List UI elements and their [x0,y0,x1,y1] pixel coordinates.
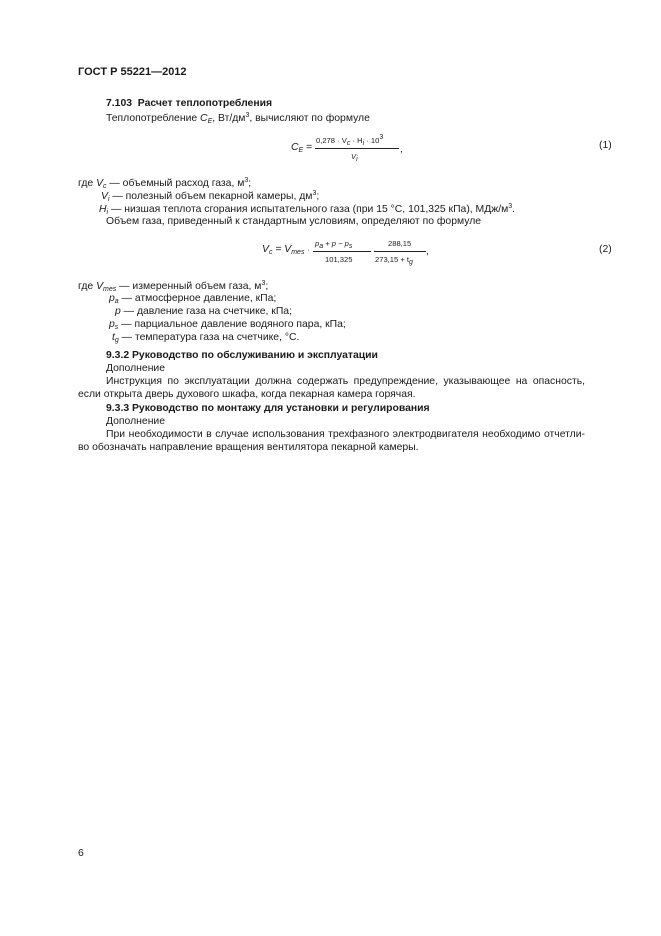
superscript: 3 [379,134,384,141]
superscript: 3 [261,280,266,287]
section-heading-9-3-2: 9.3.2 Руководство по обслуживанию и эксплуатации [106,350,378,361]
subscript: c [346,140,351,147]
page-number: 6 [78,848,84,859]
fraction1-numerator [315,239,352,250]
symbol: p [109,293,115,304]
formula-comma: , [400,144,403,155]
intro-line [106,112,370,125]
symbol: V [96,178,103,189]
definition: — температура газа на счетчике, °С. [118,332,300,343]
gas-volume-intro: Объем газа, приведенный к стандартным условиям, определяют по формуле [106,216,482,227]
where-line-tg [112,332,299,344]
symbol: C [291,142,299,153]
subscript: i [106,209,109,216]
symbol: t [112,332,115,343]
paragraph-line: во обозначать направление вращения вентилятора пекарной камеры. [78,442,419,453]
formula-denominator [351,152,358,163]
symbol: V [96,281,103,292]
subscript: i [362,140,365,147]
where-line-ps [109,319,346,331]
definition: — объемный расход газа, м [106,178,245,189]
subscript: i [107,196,110,203]
subscript: mes [291,249,305,256]
dot: · [307,245,310,254]
document-header: ГОСТ Р 55221—2012 [78,66,187,78]
paragraph-line: При необходимости в случае использования трехфазного электродвигателя необходимо отчетли- [106,429,585,440]
subscript: g [114,337,119,344]
symbol: p [109,319,115,330]
supplement-label: Дополнение [106,363,166,374]
symbol: V [101,191,108,202]
den-text: 273,15 + t [375,255,409,264]
definition: — измеренный объем газа, м [116,281,262,292]
symbol: p [115,306,121,317]
where-line-pa [109,293,276,305]
symbol: H [99,204,107,215]
symbol: p [315,239,320,248]
paragraph-line: если открыта дверь духового шкафа, когда пекарная камера горячая. [78,389,416,400]
definition: — атмосферное давление, кПа; [118,293,277,304]
definition: — парциальное давление водяного пара, кПа; [118,319,346,330]
subscript: a [319,243,324,250]
num-text: + p − p [323,239,349,248]
where-line-vi [101,190,319,203]
punct: ; [248,178,252,189]
subscript: E [298,147,304,154]
subscript: c [268,249,273,256]
punct: ; [265,281,269,292]
num-text: · H [350,136,363,145]
den-text: V [351,152,357,161]
dot: · [373,246,376,255]
punct: ; [316,191,320,202]
formula-comma: , [426,246,429,257]
section-title: Расчет теплопотребления [137,98,273,109]
num-text: 0,278 · V [316,136,347,145]
where-word: где [78,178,94,189]
intro-text: , вычисляют по формуле [249,113,370,124]
intro-text: , Вт/дм [212,113,246,124]
formula-number-2: (2) [599,244,612,255]
where-line-p [115,306,292,317]
subscript: s [114,324,119,331]
formula-lhs [262,244,310,256]
formula-number-1: (1) [599,140,612,151]
intro-text: Теплопотребление [106,113,198,124]
definition: — низшая теплота сгорания испытательного газа (при 15 °С, 101,325 кПа), МДж/м [108,204,509,215]
where-line-vmes [78,280,268,293]
symbol: V [262,244,269,255]
fraction-bar [315,148,399,149]
where-line-vc [78,177,251,190]
subscript: i [356,156,358,163]
punct: . [512,204,516,215]
subscript: g [409,259,413,266]
where-word: где [78,281,94,292]
paragraph-line: Инструкция по эксплуатации должна содержать предупреждение, указывающее на опасность, [106,376,585,387]
symbol: C [200,113,208,124]
superscript: 3 [312,190,317,197]
definition: — полезный объем пекарной камеры, дм [109,191,313,202]
superscript: 3 [245,112,250,119]
where-line-hi [99,203,515,216]
equals: = [306,142,313,153]
fraction2-bar [374,251,426,252]
subscript: c [103,183,107,190]
section-heading-9-3-3: 9.3.3 Руководство по монтажу для установки и регулирования [106,403,430,414]
fraction1-denominator: 101,325 [325,255,353,264]
subscript: s [348,243,353,250]
formula-numerator [316,134,383,147]
fraction2-numerator: 288,15 [388,239,412,248]
section-number: 7.103 [106,98,133,109]
definition: — давление газа на счетчике, кПа; [120,306,292,317]
supplement-label: Дополнение [106,416,166,427]
subscript: mes [103,286,117,293]
num-text: · 10 [364,136,380,145]
subscript: a [114,298,119,305]
superscript: 3 [244,177,249,184]
superscript: 3 [508,203,513,210]
fraction2-denominator [375,255,413,266]
fraction1-bar [313,251,371,252]
subscript: E [207,118,213,125]
formula-lhs [291,142,312,154]
section-heading-7-103 [106,98,272,109]
equals-term: = V [275,244,292,255]
